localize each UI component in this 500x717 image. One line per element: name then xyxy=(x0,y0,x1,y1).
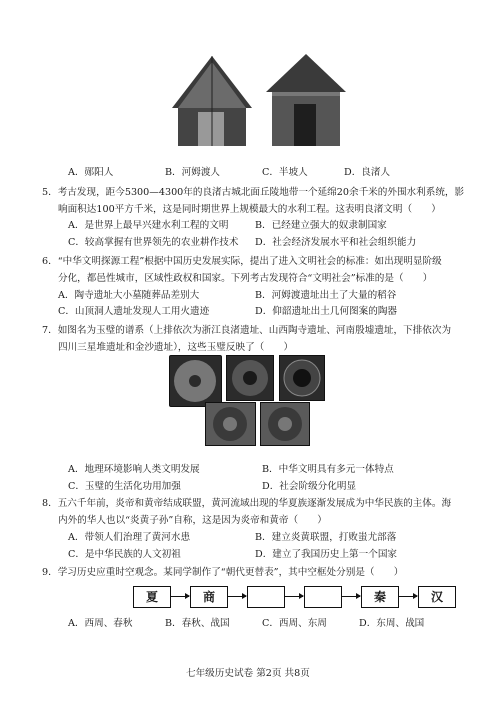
jade-bi-image-taosi xyxy=(226,355,274,401)
q8-option-c[interactable]: C．是中华民族的人文初祖 xyxy=(68,549,181,560)
hut-image xyxy=(168,50,348,150)
q4-option-c[interactable]: C．半坡人 xyxy=(262,167,308,178)
dynasty-box-han: 汉 xyxy=(418,586,456,608)
q6-option-a[interactable]: A．陶寺遗址大小墓随葬品差别大 xyxy=(58,290,200,301)
q8-stem-line2: 内外的华人也以“炎黄子孙”自称，这是因为炎帝和黄帝（ ） xyxy=(58,515,327,526)
q6-option-d[interactable]: D．仰韶遗址出土几何图案的陶器 xyxy=(255,306,398,317)
q5-option-d[interactable]: D．社会经济发展水平和社会组织能力 xyxy=(255,237,417,248)
jade-bi-image-liangzhu xyxy=(169,355,222,407)
dynasty-box-xia: 夏 xyxy=(133,586,171,608)
q5-stem-line2: 响面积达100平方千米，这是同时期世界上规模最大的水利工程。这表明良渚文明（ ） xyxy=(58,204,441,215)
dynasty-box-shang: 商 xyxy=(190,586,228,608)
dynasty-box-qin: 秦 xyxy=(361,586,399,608)
q8-option-d[interactable]: D．建立了我国历史上第一个国家 xyxy=(255,549,398,560)
q7-stem-line1: 7．如图名为玉璧的谱系（上排依次为浙江良渚遗址、山西陶寺遗址、河南殷墟遗址，下排依次为 xyxy=(42,325,452,336)
q6-stem-line1: 6．“中华文明探源工程”根据中国历史发展实际，提出了进入文明社会的标准：如出现明显阶级 xyxy=(42,256,442,267)
q7-option-c[interactable]: C．玉璧的生活化功用加强 xyxy=(68,481,181,492)
arrow-icon xyxy=(228,596,246,597)
q6-option-c[interactable]: C．山顶洞人遗址发现人工用火遗迹 xyxy=(58,306,210,317)
q4-option-b[interactable]: B．河姆渡人 xyxy=(165,167,221,178)
jade-bi-image-sanxingdui xyxy=(205,402,256,446)
q7-option-b[interactable]: B．中华文明具有多元一体特点 xyxy=(262,464,394,475)
q5-option-c[interactable]: C．较高掌握有世界领先的农业耕作技术 xyxy=(68,237,239,248)
q5-option-b[interactable]: B．已经建立强大的奴隶制国家 xyxy=(255,220,387,231)
q7-option-d[interactable]: D．社会阶级分化明显 xyxy=(262,481,357,492)
q8-option-b[interactable]: B．建立炎黄联盟，打败蚩尤部落 xyxy=(255,532,397,543)
q7-option-a[interactable]: A．地理环境影响人类文明发展 xyxy=(68,464,200,475)
q6-stem-line2: 分化，都邑性城市，区域性政权和国家。下列考古发现符合“文明社会”标准的是（ ） xyxy=(58,273,433,284)
q9-option-a[interactable]: A．西周、春秋 xyxy=(68,618,133,629)
q9-option-d[interactable]: D．东周、战国 xyxy=(359,618,425,629)
q9-option-b[interactable]: B．春秋、战国 xyxy=(165,618,230,629)
dynasty-box-blank-1[interactable] xyxy=(247,586,285,608)
q5-option-a[interactable]: A．是世界上最早兴建水利工程的文明 xyxy=(68,220,229,231)
q9-option-c[interactable]: C．西周、东周 xyxy=(262,618,327,629)
dynasty-box-blank-2[interactable] xyxy=(304,586,342,608)
q5-stem-line1: 5．考古发现，距今5300—4300年的良渚古城北面丘陵地带一个延绵20余千米的外围水利系统，影 xyxy=(42,187,465,198)
arrow-icon xyxy=(342,596,360,597)
arrow-icon xyxy=(399,596,417,597)
arrow-icon xyxy=(171,596,189,597)
q8-stem-line1: 8．五六千年前，炎帝和黄帝结成联盟，黄河流域出现的华夏族逐渐发展成为中华民族的主体。海 xyxy=(42,498,452,509)
jade-bi-image-jinsha xyxy=(260,402,310,446)
q7-stem-line2: 四川三星堆遗址和金沙遗址），这些玉璧反映了（ ） xyxy=(58,342,294,353)
q4-option-a[interactable]: A．郧阳人 xyxy=(68,167,114,178)
q8-option-a[interactable]: A．带领人们治理了黄河水患 xyxy=(68,532,191,543)
jade-bi-image-yinxu xyxy=(279,355,325,401)
arrow-icon xyxy=(285,596,303,597)
q4-option-d[interactable]: D．良渚人 xyxy=(344,167,391,178)
q9-stem: 9．学习历史应重时空观念。某同学制作了“朝代更替表”，其中空框处分别是（ ） xyxy=(42,567,404,578)
q6-option-b[interactable]: B．河姆渡遗址出土了大量的稻谷 xyxy=(255,290,397,301)
page-footer: 七年级历史试卷 第2页 共8页 xyxy=(186,668,310,679)
